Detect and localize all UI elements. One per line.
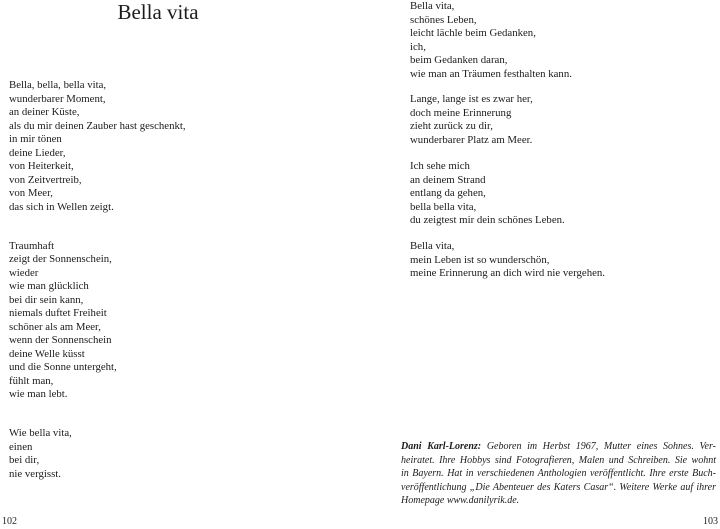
poem-line: von Heiterkeit,	[9, 160, 74, 172]
poem-line: von Zeitvertreib,	[9, 173, 82, 186]
poem-line: bella bella vita,	[410, 200, 477, 213]
poem-line: Bella vita,	[410, 240, 455, 252]
stanza-2	[9, 240, 117, 402]
poem-line: schöner als am Meer,	[9, 320, 101, 333]
poem-title: Bella vita	[117, 0, 199, 24]
poem-line: von Meer,	[9, 187, 53, 199]
poem-line: fühlt man,	[9, 374, 54, 387]
stanza-3	[9, 427, 72, 481]
poem-line: in mir tönen	[9, 133, 62, 145]
poem-line: und die Sonne untergeht,	[9, 361, 117, 373]
poem-line: an deiner Küste,	[9, 106, 80, 118]
poem-line: wunderbarer Moment,	[9, 92, 106, 105]
poem-line: wieder	[9, 266, 39, 279]
poem-line: schönes Leben,	[410, 13, 477, 26]
author-bio	[401, 440, 716, 508]
poem-line: nie vergisst.	[9, 467, 61, 480]
poem-line: wie man an Träumen festhalten kann.	[410, 67, 572, 80]
bio-line	[401, 440, 716, 454]
poem-line: deine Lieder,	[9, 146, 66, 159]
poem-line: als du mir deinen Zauber hast geschenkt,	[9, 119, 186, 132]
poem-line: beim Gedanken daran,	[410, 54, 508, 66]
poem-line: Traumhaft	[9, 239, 55, 252]
poem-line: das sich in Wellen zeigt.	[9, 200, 114, 213]
poem-line: wunderbarer Platz am Meer.	[410, 133, 533, 146]
stanza-7	[410, 240, 605, 281]
poem-line: meine Erinnerung an dich wird nie vergehen.	[410, 267, 605, 279]
bio-line: Homepage www.danilyrik.de.	[401, 495, 520, 506]
bio-author-name: Dani Karl-Lorenz:	[401, 441, 482, 452]
poem-line: ich,	[410, 40, 426, 53]
poem-line: wenn der Sonnenschein	[9, 334, 112, 346]
poem-line: bei dir sein kann,	[9, 293, 84, 306]
poem-line: an deinem Strand	[410, 173, 486, 186]
bio-line: heiratet. Ihre Hobbys sind Fotografieren, Malen und Schreiben. Sie wohnt	[401, 454, 716, 466]
poem-line: zieht zurück zu dir,	[410, 120, 493, 132]
page-number-right: 103	[703, 516, 718, 527]
poem-line: du zeigtest mir dein schönes Leben.	[410, 214, 565, 226]
right-page	[360, 0, 720, 529]
poem-line: Ich sehe mich	[410, 160, 470, 172]
stanza-4	[410, 0, 572, 81]
poem-line: deine Welle küsst	[9, 347, 85, 360]
poem-line: niemals duftet Freiheit	[9, 307, 107, 319]
poem-line: bei dir,	[9, 454, 40, 466]
stanza-6	[410, 160, 565, 228]
poem-line: mein Leben ist so wunderschön,	[410, 253, 550, 266]
bio-text: Geboren im Herbst 1967, Mutter eines Sohnes. Ver-	[481, 441, 716, 452]
poem-line: Wie bella vita,	[9, 427, 72, 439]
poem-line: doch meine Erinnerung	[410, 106, 512, 119]
page-number-left: 102	[2, 516, 17, 527]
poem-line: leicht lächle beim Gedanken,	[410, 27, 536, 39]
poem-line: Bella vita,	[410, 0, 455, 12]
stanza-1	[9, 79, 186, 214]
bio-line: in Bayern. Hat in verschiedenen Anthologien veröffentlicht. Ihre erste Buch-	[401, 468, 716, 479]
poem-line: entlang da gehen,	[410, 187, 486, 199]
poem-line: wie man glücklich	[9, 280, 89, 292]
bio-line: veröffentlichung „Die Abenteuer des Katers Casar“. Weitere Werke auf ihrer	[401, 481, 716, 493]
poem-line: zeigt der Sonnenschein,	[9, 253, 112, 265]
poem-line: Lange, lange ist es zwar her,	[410, 93, 533, 105]
poem-line: einen	[9, 440, 33, 453]
poem-line: Bella, bella, bella vita,	[9, 79, 107, 91]
poem-line: wie man lebt.	[9, 388, 68, 400]
stanza-5	[410, 93, 533, 147]
